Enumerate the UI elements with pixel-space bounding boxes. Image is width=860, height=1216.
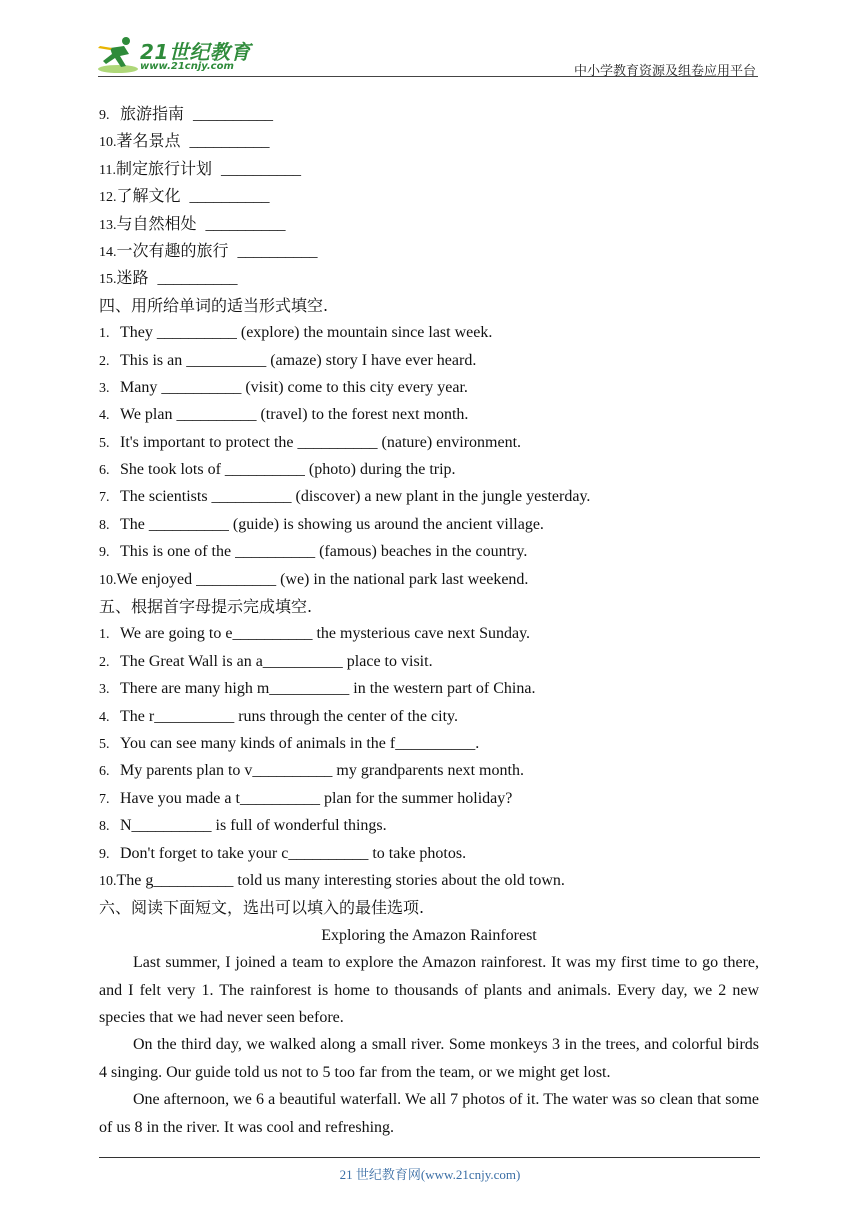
question-number: 9. [99,846,110,862]
question-number: 1. [99,326,110,342]
question-text: Many __________ (visit) come to this city every year. [120,378,468,396]
question-text: This is an __________ (amaze) story I have ever heard. [120,351,477,369]
question-number: 9. [99,545,110,561]
question-text: N__________ is full of wonderful things. [120,817,387,835]
section4-list [99,319,759,593]
header-divider [98,76,758,77]
section6-title: 六、阅读下面短文，选出可以填入的最佳选项. [99,898,425,918]
question-item [99,483,759,510]
question-item [99,675,759,702]
question-text: We plan __________ (travel) to the forest next month. [120,406,469,424]
runner-logo-icon [96,34,140,74]
question-text: Have you made a t__________ plan for the summer holiday? [120,789,513,807]
question-item [99,347,759,374]
question-item [99,456,759,483]
question-item [99,867,759,894]
answer-blank: __________ [193,106,274,123]
question-text: 旅游指南 [120,104,185,123]
question-item [99,730,759,757]
question-number: 8. [99,819,110,835]
answer-blank: __________ [237,242,318,260]
question-item [99,319,759,346]
question-text: They __________ (explore) the mountain since last week. [120,324,493,342]
question-number: 1. [99,627,110,643]
question-item [99,182,759,209]
question-number: 9. [99,108,110,123]
question-item [99,566,759,593]
question-text: We enjoyed __________ (we) in the national park last weekend. [116,570,529,588]
question-item [99,840,759,867]
question-number: 2. [99,353,110,369]
question-text: 一次有趣的旅行 [116,240,229,260]
question-item [99,155,759,182]
question-number: 10. [99,873,117,889]
question-number: 6. [99,463,110,479]
question-text: 了解文化 [116,186,181,206]
question-number: 12. [99,190,117,206]
question-number: 6. [99,764,110,780]
question-text: The scientists __________ (discover) a new plant in the jungle yesterday. [120,488,591,506]
question-number: 14. [99,244,117,260]
question-number: 3. [99,682,110,698]
question-text: We are going to e__________ the mysterious cave next Sunday. [120,625,531,643]
question-item [99,812,759,839]
page-header [0,0,860,80]
question-item [99,620,759,647]
section3-list [99,100,759,292]
question-text: 著名景点 [116,131,181,151]
passage-paragraph: One afternoon, we 6 a beautiful waterfall. We all 7 photos of it. The water was so clean that some of us 8 in the river. It was cool and refreshing. [99,1091,759,1136]
question-number: 7. [99,791,110,807]
question-item [99,648,759,675]
question-number: 11. [99,162,116,178]
question-text: Don't forget to take your c__________ to take photos. [120,844,467,862]
question-text: There are many high m__________ in the western part of China. [120,680,536,698]
question-item [99,785,759,812]
section5-list [99,620,759,894]
passage-title: Exploring the Amazon Rainforest [321,926,537,944]
question-text: The r__________ runs through the center of the city. [120,707,458,725]
logo [96,34,266,78]
answer-blank: __________ [221,160,301,178]
question-item [99,100,759,127]
question-text: This is one of the __________ (famous) beaches in the country. [120,543,528,561]
worksheet-content [99,100,759,1141]
question-number: 4. [99,709,110,725]
answer-blank: __________ [157,270,238,288]
question-text: The __________ (guide) is showing us around the ancient village. [120,515,544,533]
question-number: 8. [99,517,110,533]
question-item [99,757,759,784]
logo-text: 21世纪教育 [140,40,251,64]
question-number: 7. [99,490,110,506]
question-text: 制定旅行计划 [115,158,212,178]
question-text: The g__________ told us many interesting stories about the old town. [116,871,565,889]
question-item [99,237,759,264]
question-number: 3. [99,380,110,396]
question-number: 13. [99,217,117,233]
question-item [99,210,759,237]
section4-title: 四、用所给单词的适当形式填空. [99,295,329,315]
logo-url: www.21cnjy.com [140,61,234,72]
section5-title: 五、根据首字母提示完成填空. [99,597,313,617]
question-number: 2. [99,654,110,670]
footer-divider [99,1157,760,1158]
answer-blank: __________ [205,215,286,233]
question-text: You can see many kinds of animals in the f__________. [120,734,480,752]
question-item [99,538,759,565]
question-item [99,511,759,538]
question-number: 10. [99,135,117,151]
question-text: The Great Wall is an a__________ place to visit. [120,652,433,670]
question-item [99,374,759,401]
question-number: 10. [99,572,117,588]
footer-text: 21 世纪教育网(www.21cnjy.com) [339,1167,521,1182]
question-number: 5. [99,435,110,451]
question-item [99,429,759,456]
passage-paragraph: Last summer, I joined a team to explore the Amazon rainforest. It was my first time to go there, and I felt very 1. The rainforest is home to thousands of plants and animals. Every day, we 2 new species that we had never seen before. [99,954,759,1026]
question-number: 4. [99,408,110,424]
question-text: 与自然相处 [116,213,197,233]
question-text: My parents plan to v__________ my grandparents next month. [120,762,524,780]
question-item [99,401,759,428]
question-text: 迷路 [116,268,149,288]
question-item [99,127,759,154]
question-item [99,703,759,730]
answer-blank: __________ [189,133,270,151]
platform-name: 中小学教育资源及组卷应用平台 [573,64,756,79]
question-item [99,264,759,291]
answer-blank: __________ [189,188,270,206]
question-number: 5. [99,736,110,752]
passage-paragraph: On the third day, we walked along a small river. Some monkeys 3 in the trees, and colorful birds 4 singing. Our guide told us not to 5 too far from the team, or we might get lost. [99,1036,759,1081]
passage-body [99,949,759,1141]
question-number: 15. [99,272,117,288]
question-text: It's important to protect the __________ (nature) environment. [120,433,522,451]
question-text: She took lots of __________ (photo) during the trip. [120,461,456,479]
